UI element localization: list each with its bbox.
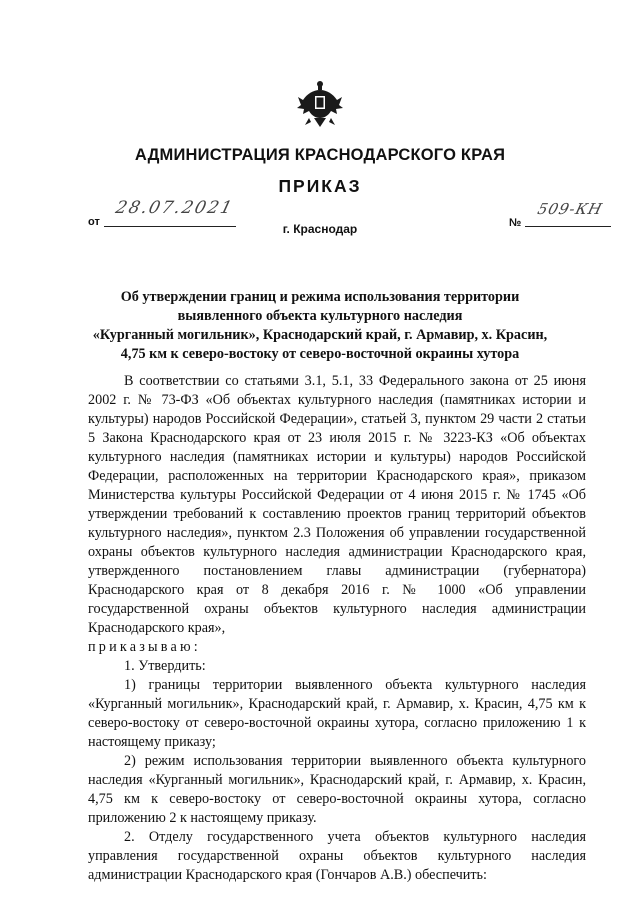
title-line: выявленного объекта культурного наследия: [177, 308, 463, 324]
title-line: Об утверждении границ и режима использования территории: [120, 289, 520, 305]
number-label: №: [509, 217, 522, 229]
handwritten-number: 509-КН: [535, 200, 605, 218]
title-line: 4,75 км к северо-востоку от северо-восточной окраины хутора: [120, 346, 520, 362]
item-2: 2. Отделу государственного учета объектов культурного наследия управления государственной охраны объектов культурного наследия администрации Краснодарского края (Гончаров А.В.) обеспечить:: [88, 829, 586, 883]
item-1-1: 1) границы территории выявленного объекта культурного наследия «Курганный могильник», Краснодарский край, г. Армавир, х. Красин, 4,75 км к северо-востоку от северо-восточной окраины хутора, согласно приложению 1 к настоящему приказу;: [88, 677, 586, 750]
order-word: приказываю:: [88, 639, 201, 655]
city-name: г. Краснодар: [282, 222, 358, 236]
coat-of-arms-emblem: [295, 78, 345, 128]
document-type: ПРИКАЗ: [278, 176, 362, 196]
document-body: [88, 372, 586, 885]
title-line: «Курганный могильник», Краснодарский край, г. Армавир, х. Красин,: [92, 327, 548, 343]
organization-name: АДМИНИСТРАЦИЯ КРАСНОДАРСКОГО КРАЯ: [134, 146, 506, 164]
preamble-paragraph: В соответствии со статьями 3.1, 5.1, 33 Федерального закона от 25 июня 2002 г. № 73-ФЗ «Об объектах культурного наследия (памятниках истории и культуры) народов Российской Федерации», статьей 3, пунктом 29 части 2 статьи 5 Закона Краснодарского края от 23 июля 2015 г. № 3223-КЗ «Об объектах культурного наследия (памятниках истории и культуры) народов Российской Федерации, расположенных на территории Краснодарского края», приказом Министерства культуры Российской Федерации от 4 июня 2015 г. № 1745 «Об утверждении требований к составлению проектов границ территорий объектов культурного наследия», пунктом 2.3 Положения об управлении государственной охраны объектов культурного наследия администрации Краснодарского края, утвержденного постановлением главы администрации (губернатора) Краснодарского края от 8 декабря 2016 г. № 1000 «Об управлении государственной охраны объектов культурного наследия администрации Краснодарского края»,: [88, 373, 586, 636]
handwritten-date: 28.07.2021: [113, 198, 236, 218]
item-1-2: 2) режим использования территории выявленного объекта культурного наследия «Курганный могильник», Краснодарский край, г. Армавир, х. Красин, 4,75 км к северо-востоку от северо-восточной окраины хутора, согласно приложению 2 к настоящему приказу.: [88, 753, 586, 826]
document-title: [60, 288, 580, 364]
item-1: 1. Утвердить:: [124, 658, 206, 674]
date-label: от: [88, 216, 100, 228]
